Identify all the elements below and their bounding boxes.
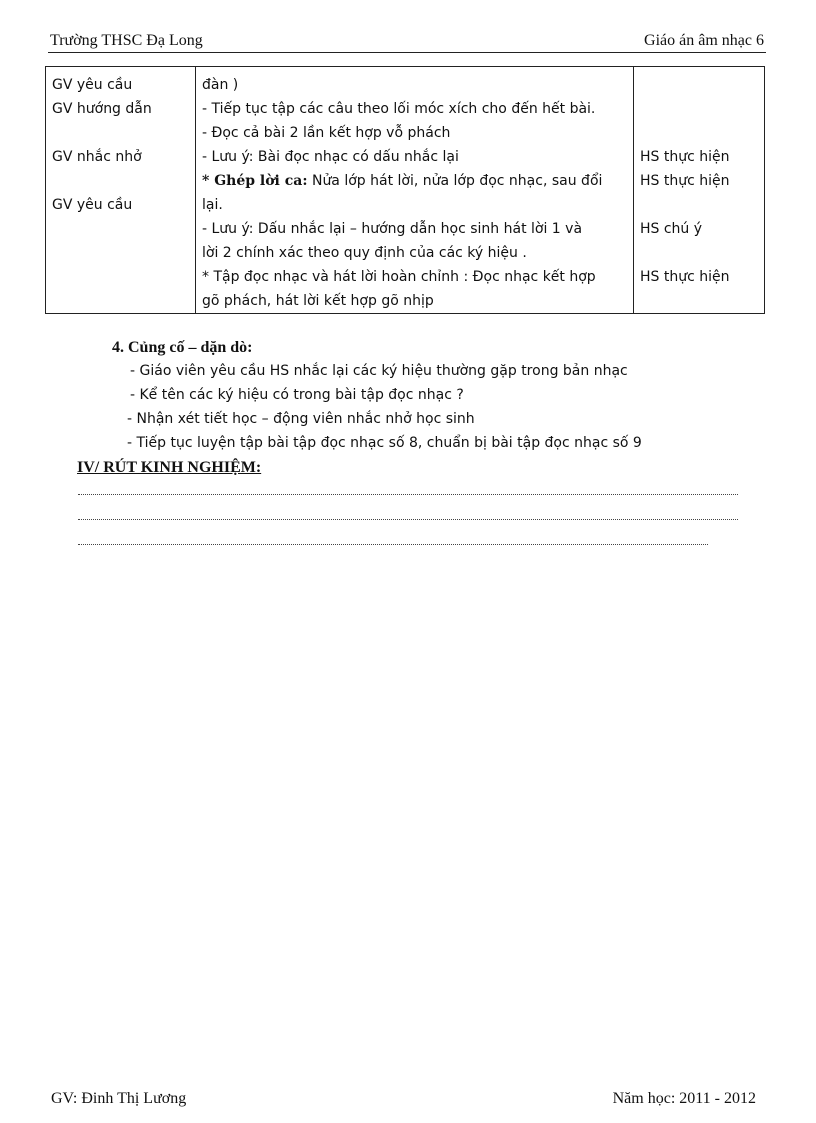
- list-item: - Tiếp tục luyện tập bài tập đọc nhạc số 8, chuẩn bị bài tập đọc nhạc số 9: [127, 435, 642, 451]
- list-item: - Giáo viên yêu cầu HS nhắc lại các ký hiệu thường gặp trong bản nhạc: [130, 363, 628, 379]
- teacher-activity-cell: GV yêu cầu GV hướng dẫn GV nhắc nhở GV yêu cầu: [46, 67, 196, 314]
- note-line: [78, 494, 738, 495]
- content-cell: đàn ) - Tiếp tục tập các câu theo lối móc xích cho đến hết bài. - Đọc cả bài 2 lần kết hợp vỗ phách - Lưu ý: Bài đọc nhạc có dấu nhắc lại * Ghép lời ca: Nửa lớp hát lời, nửa lớp đọc nhạc, sau đổi lại. - Lưu ý: Dấu nhắc lại – hướng dẫn học sinh hát lời 1 và lời 2 chính xác theo quy định của các ký hiệu . * Tập đọc nhạc và hát lời hoàn chỉnh : Đọc nhạc kết hợp gõ phách, hát lời kết hợp gõ nhịp: [196, 67, 634, 314]
- student-activity-cell: HS thực hiện HS thực hiện HS chú ý HS thực hiện: [634, 67, 765, 314]
- experience-title: IV/ RÚT KINH NGHIỆM:: [77, 459, 262, 476]
- note-line: [78, 544, 708, 545]
- list-item: - Kể tên các ký hiệu có trong bài tập đọc nhạc ?: [130, 387, 464, 403]
- consolidation-title: 4. Củng cố – dặn dò:: [112, 339, 253, 356]
- lyrics-line: * Ghép lời ca: Nửa lớp hát lời, nửa lớp đọc nhạc, sau đổi: [202, 173, 603, 189]
- teacher-name: GV: Đinh Thị Lương: [51, 1090, 187, 1107]
- page-header: [48, 28, 766, 53]
- table-row: [46, 67, 765, 314]
- subject-title: Giáo án âm nhạc 6: [644, 32, 764, 49]
- note-line: [78, 519, 738, 520]
- activity-table: [45, 66, 765, 314]
- school-name: Trường THSC Đạ Long: [50, 32, 203, 49]
- list-item: - Nhận xét tiết học – động viên nhắc nhở học sinh: [127, 411, 475, 427]
- school-year: Năm học: 2011 - 2012: [612, 1090, 756, 1107]
